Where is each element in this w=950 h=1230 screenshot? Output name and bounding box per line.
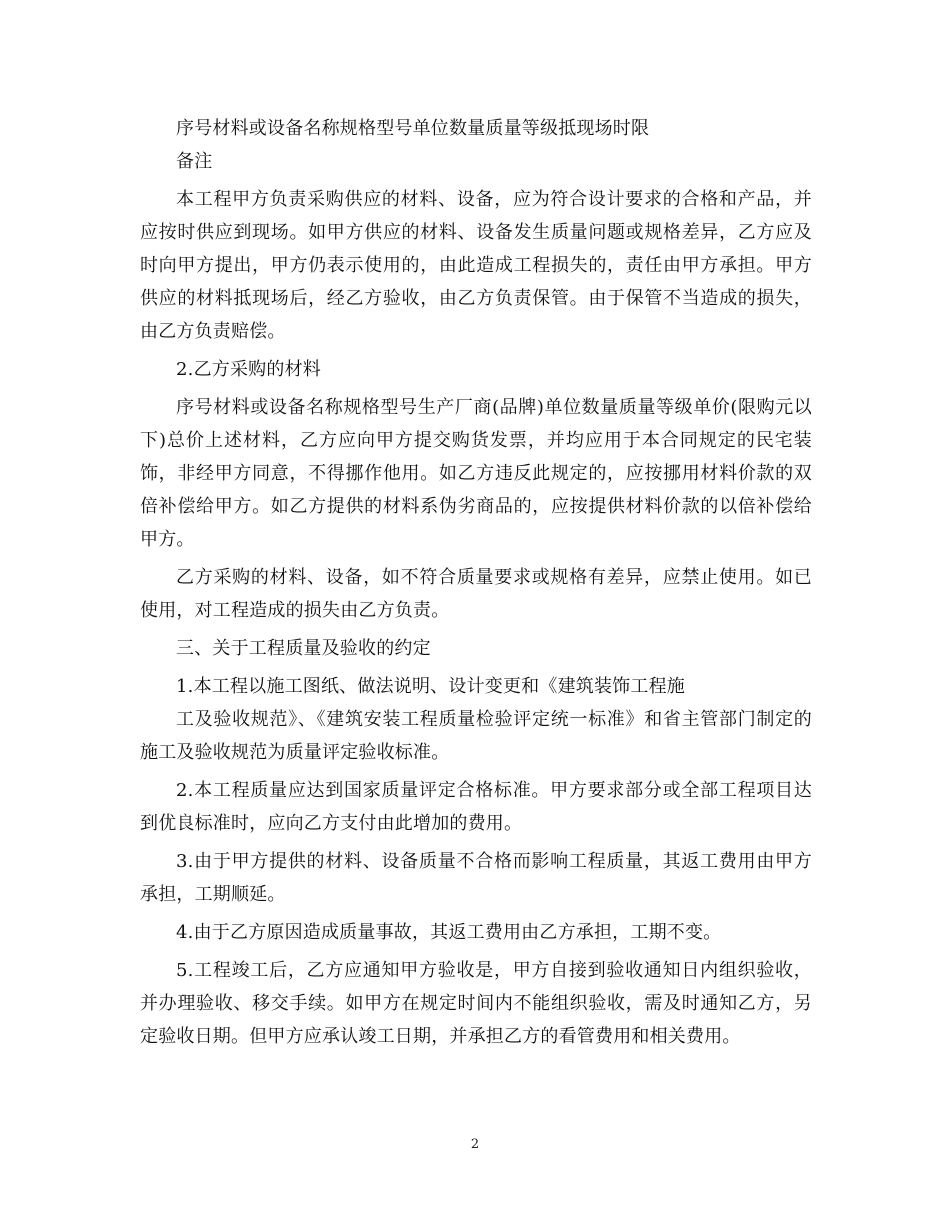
paragraph-party-a-materials: 本工程甲方负责采购供应的材料、设备，应为符合设计要求的合格和产品，并应按时供应到现场。如甲方供应的材料、设备发生质量问题或规格差异，乙方应及时向甲方提出，甲方仍表示使用的，由此造成工程损失的，责任由甲方承担。甲方供应的材料抵现场后，经乙方验收，由乙方负责保管。由于保管不当造成的损失，由乙方负责赔偿。 bbox=[140, 189, 812, 342]
paragraph-party-b-materials: 序号材料或设备名称规格型号生产厂商(品牌)单位数量质量等级单价(限购元以下)总价上述材料，乙方应向甲方提交购货发票，并均应用于本合同规定的民宅装饰，非经甲方同意，不得挪作他用。如乙方违反此规定的，应按挪用材料价款的双倍补偿给甲方。如乙方提供的材料系伪劣商品的，应按提供材料价款的以倍补偿给甲方。 bbox=[140, 397, 812, 550]
paragraph-item-2: 2.本工程质量应达到国家质量评定合格标准。甲方要求部分或全部工程项目达到优良标准时，应向乙方支付由此增加的费用。 bbox=[140, 780, 812, 834]
paragraph-item-4: 4.由于乙方原因造成质量事故，其返工费用由乙方承担，工期不变。 bbox=[176, 922, 722, 943]
document-body bbox=[140, 112, 812, 1053]
paragraph-section-2-heading: 2.乙方采购的材料 bbox=[176, 359, 321, 380]
paragraph-item-3: 3.由于甲方提供的材料、设备质量不合格而影响工程质量，其返工费用由甲方承担，工期顺延。 bbox=[140, 851, 812, 905]
paragraph-quality-requirement: 乙方采购的材料、设备，如不符合质量要求或规格有差异，应禁止使用。如已使用，对工程造成的损失由乙方负责。 bbox=[140, 567, 812, 621]
paragraph-item-5: 5.工程竣工后，乙方应通知甲方验收是，甲方自接到验收通知日内组织验收，并办理验收、移交手续。如甲方在规定时间内不能组织验收，需及时通知乙方，另定验收日期。但甲方应承认竣工日期，并承担乙方的看管费用和相关费用。 bbox=[140, 960, 812, 1047]
page-number: 2 bbox=[470, 1137, 480, 1152]
paragraph-section-3-heading: 三、关于工程质量及验收的约定 bbox=[176, 638, 431, 659]
paragraph-table-header-a: 序号材料或设备名称规格型号单位数量质量等级抵现场时限 bbox=[176, 118, 650, 139]
paragraph-remarks-label: 备注 bbox=[176, 151, 213, 172]
paragraph-item-1-cont: 工及验收规范》、《建筑安装工程质量检验评定统一标准》和省主管部门制定的施工及验收规范为质量评定验收标准。 bbox=[140, 709, 812, 763]
paragraph-item-1-start: 1.本工程以施工图纸、做法说明、设计变更和《建筑装饰工程施 bbox=[176, 676, 685, 697]
